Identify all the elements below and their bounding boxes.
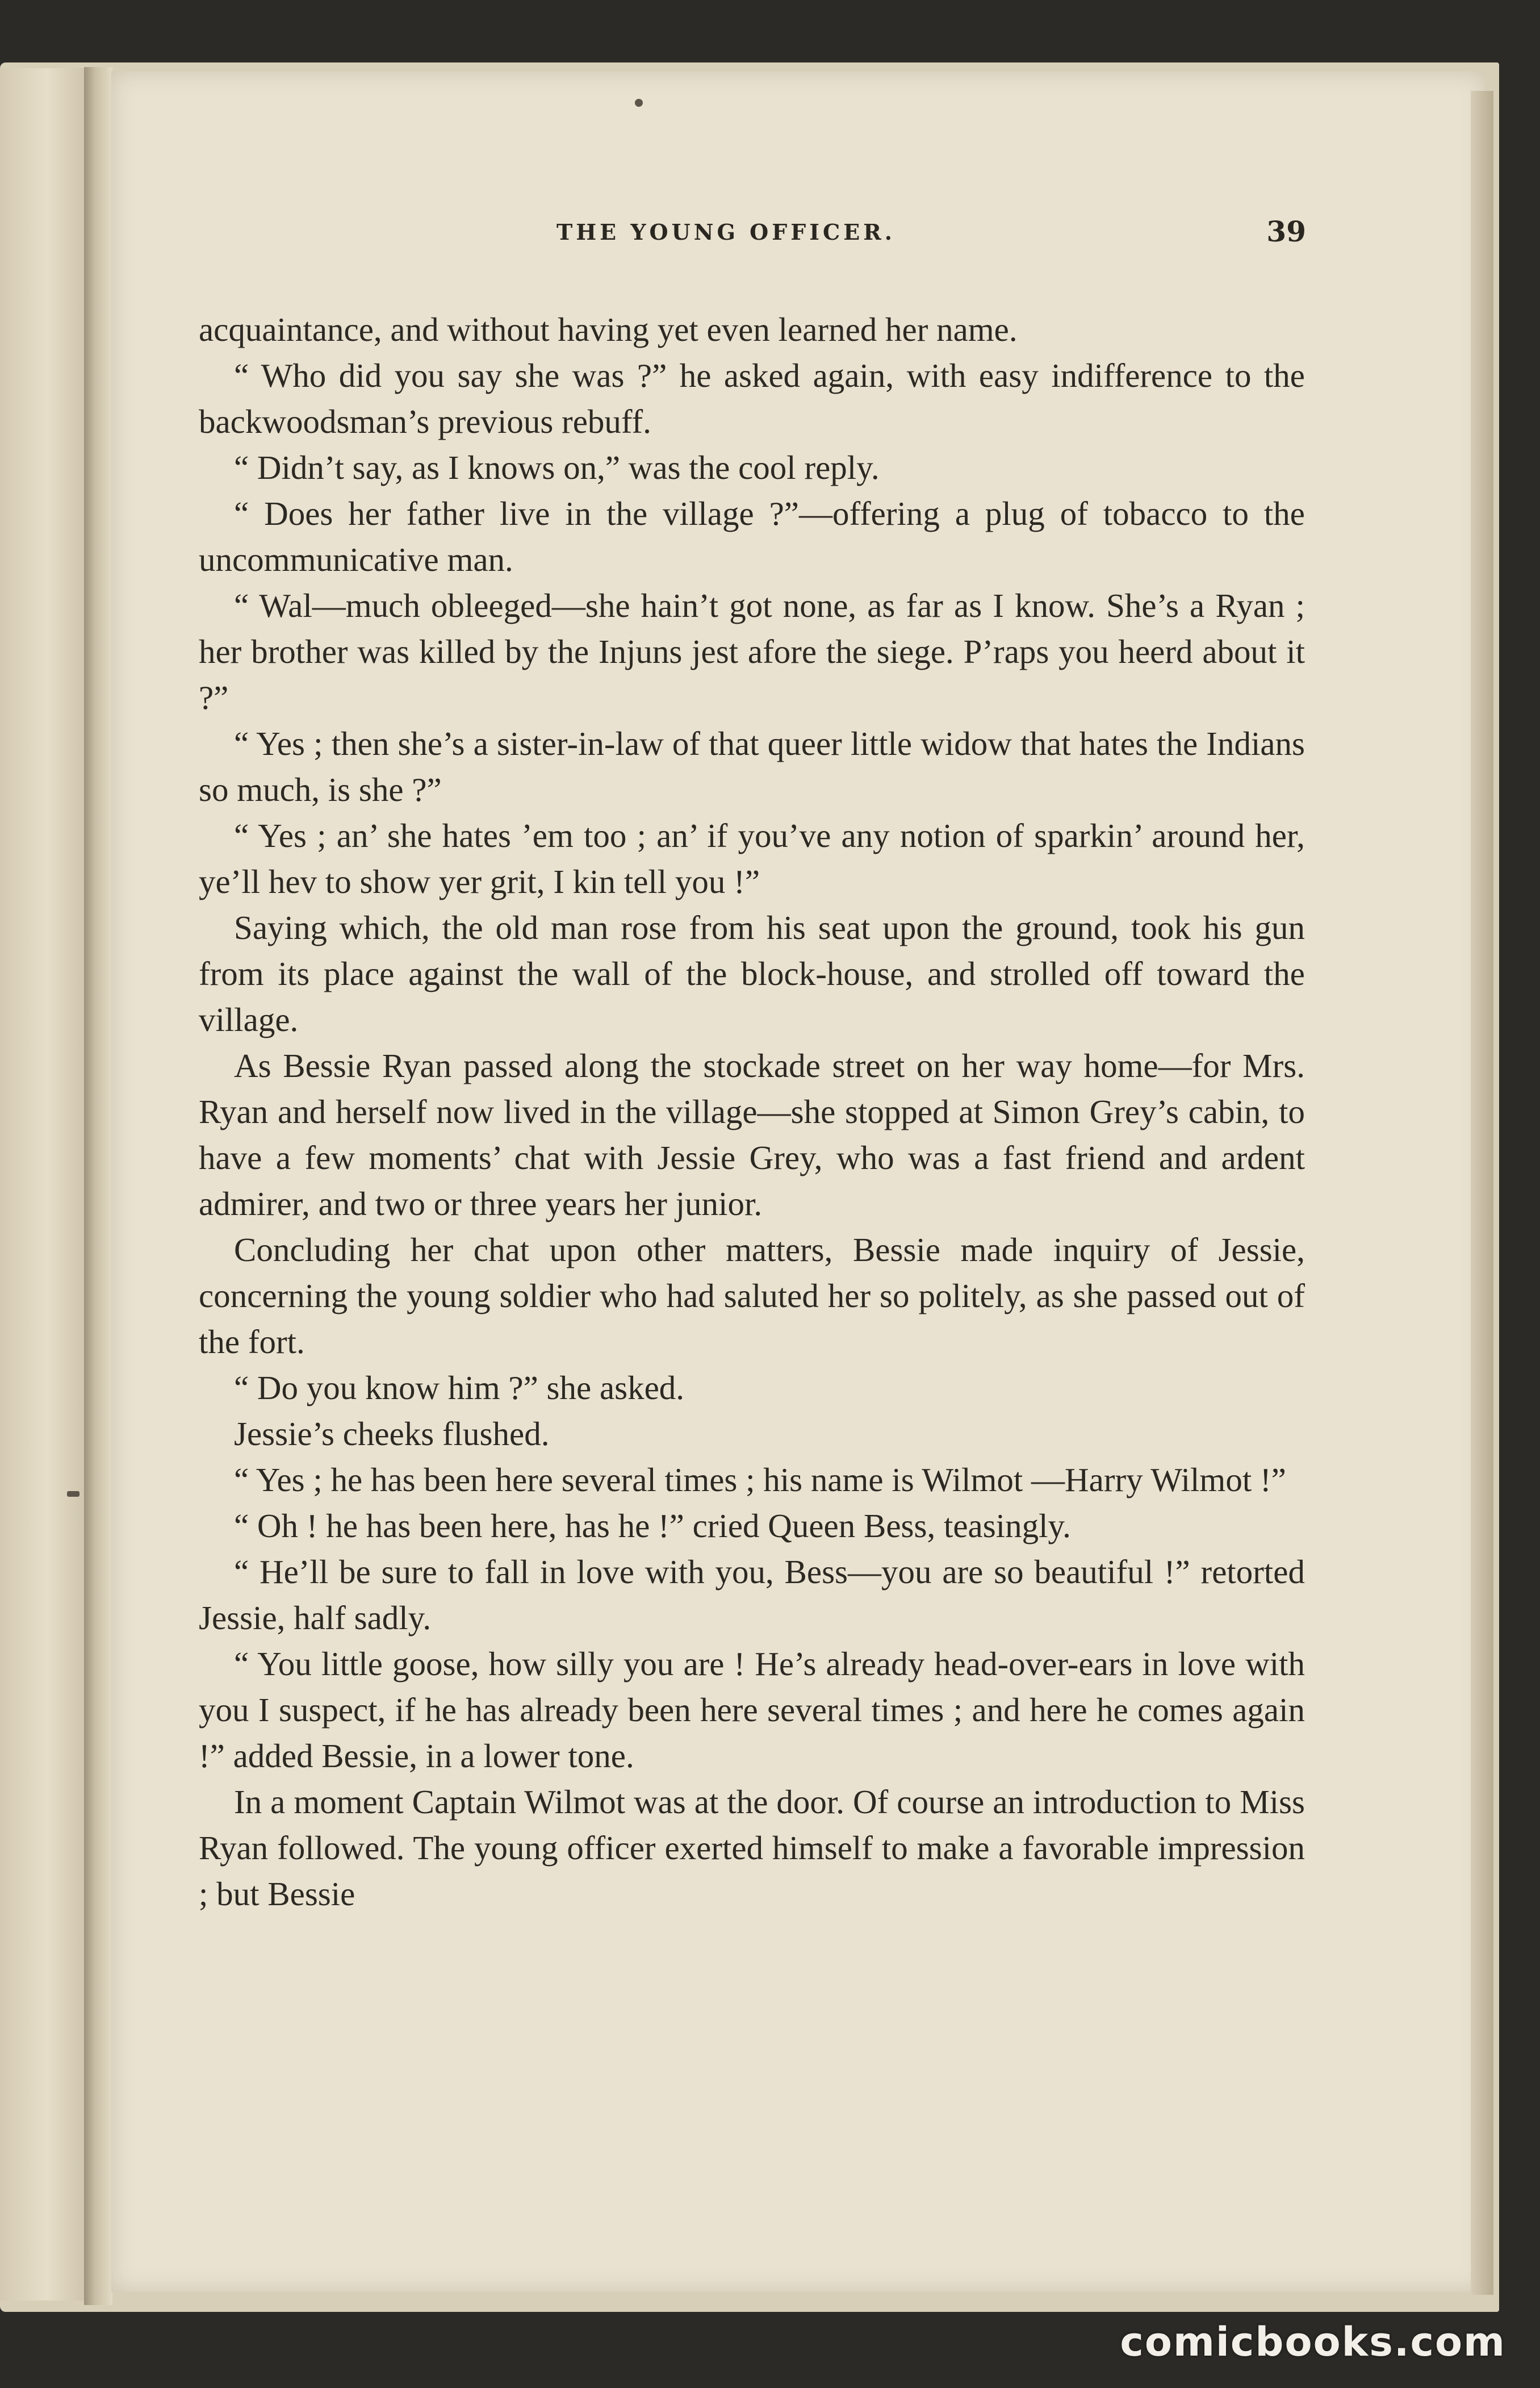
paragraph: “ Does her father live in the village ?”—offering a plug of tobacco to the uncommunicative man. — [199, 495, 1305, 578]
paragraph: Jessie’s cheeks flushed. — [234, 1415, 550, 1452]
page-fore-edge — [1471, 91, 1493, 2295]
paragraph: In a moment Captain Wilmot was at the door. Of course an introduction to Miss Ryan followed. The young officer exerted himself to make a favorable impression ; but Bessie — [199, 1783, 1305, 1913]
paragraph: “ He’ll be sure to fall in love with you, Bess—you are so beautiful !” retorted Jessie, half sadly. — [199, 1553, 1305, 1636]
body-text — [199, 307, 1305, 1917]
paragraph: Saying which, the old man rose from his seat upon the ground, took his gun from its place against the wall of the block-house, and strolled off toward the village. — [199, 909, 1305, 1038]
book-gutter — [84, 67, 112, 2305]
paragraph: “ Yes ; an’ she hates ’em too ; an’ if you’ve any notion of sparkin’ around her, ye’ll hev to show yer grit, I kin tell you !” — [199, 817, 1305, 900]
paragraph: “ Oh ! he has been here, has he !” cried Queen Bess, teasingly. — [234, 1507, 1071, 1544]
left-page-edge — [0, 68, 89, 2301]
paragraph: “ Didn’t say, as I knows on,” was the cool reply. — [234, 449, 880, 486]
paragraph: “ You little goose, how silly you are ! He’s already head-over-ears in love with you I suspect, if he has already been here several times ; and here he comes again !” added Bessie, in a lower tone. — [199, 1645, 1305, 1775]
paragraph: “ Wal—much obleeged—she hain’t got none, as far as I know. She’s a Ryan ; her brother was killed by the Injuns jest afore the siege. P’raps you heerd about it ?” — [199, 587, 1305, 716]
watermark: comicbooks.com — [1120, 2319, 1506, 2365]
running-head: THE YOUNG OFFICER. — [556, 219, 896, 245]
paragraph: “ Yes ; then she’s a sister-in-law of that queer little widow that hates the Indians so much, is she ?” — [199, 725, 1305, 808]
paragraph: acquaintance, and without having yet even learned her name. — [199, 311, 1018, 348]
paragraph: “ Do you know him ?” she asked. — [234, 1369, 685, 1406]
paragraph: “ Yes ; he has been here several times ; his name is Wilmot —Harry Wilmot !” — [234, 1461, 1286, 1498]
paragraph: Concluding her chat upon other matters, Bessie made inquiry of Jessie, concerning the young soldier who had saluted her so politely, as she passed out of the fort. — [199, 1231, 1305, 1360]
paper-speck — [67, 1491, 79, 1497]
paragraph: “ Who did you say she was ?” he asked again, with easy indifference to the backwoodsman’s previous rebuff. — [199, 357, 1305, 440]
page-number: 39 — [1266, 215, 1306, 248]
paragraph: As Bessie Ryan passed along the stockade street on her way home—for Mrs. Ryan and herself now lived in the village—she stopped at Simon Grey’s cabin, to have a few moments’ chat with Jessie Grey, who was a fast friend and ardent admirer, and two or three years her junior. — [199, 1047, 1305, 1222]
paper-speck — [635, 99, 643, 107]
page-header — [199, 215, 1306, 259]
